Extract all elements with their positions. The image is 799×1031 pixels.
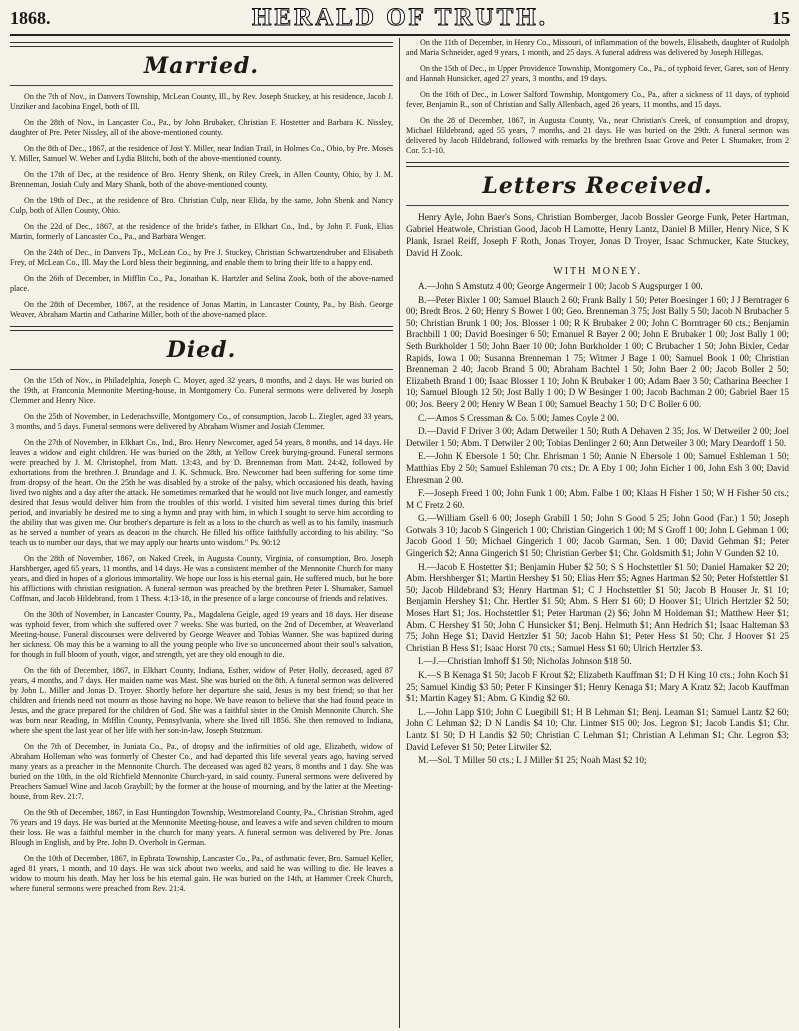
marriage-notice: On the 24th of Dec., in Danvers Tp., McLean Co., by Pre J. Stuckey, Christian Schwartzendruber and Elisabeth Frey, of McLean Co., Ill. May the Lord bless their beginning, and enable them to bring their life to a happy end. [10,248,393,267]
newspaper-title: HERALD OF TRUTH. [252,4,548,31]
marriage-notice: On the 8th of Dec., 1867, at the residence of Jost Y. Miller, near Indian Trail, in Holmes Co., Ohio, by Pre. Moses Y. Miller, Samuel W. Weber and Lydia Blitchi, both of the above-mentioned county. [10,144,393,163]
letters-received-list: Henry Ayle, John Baer's Sons, Christian Bomberger, Jacob Bossler George Funk, Peter Hartman, Gabriel Heatwole, Christian Good, Jacob H Lamotte, Henry Lantz, Daniel B Miller, Henry Nice, S K Plank, Israel Reiff, Joseph F Roth, Jonas Troyer, Jonas D Troyer, Isaac Schmucker, Kate Stuckey, David H Zook. [406,213,789,259]
marriage-notice: On the 28th of December, 1867, at the residence of Jonas Martin, in Lancaster County, Pa., by Bish. George Weaver, Abraham Martin and Catharine Miller, both of the above-named place. [10,300,393,319]
death-notice: On the 16th of Dec., in Lower Salford Township, Montgomery Co., Pa., after a sickness of 11 days, of typhoid fever, Benjamin R., son of Christian and Sally Allenbach, aged 26 years, 11 months, and 15 days. [406,90,789,109]
payment-entry: H.—Jacob E Hostetter $1; Benjamin Huber $2 50; S S Hochstettler $1 50; Daniel Hamaker $2 20; Abm. Hershberger $1; Martin Hershey $1 50; Elias Herr $5; Agnes Hartman $2 50; Peter Hofstettler $1 50; Jacob Hildebrand $3; Henry Hartman $1; C J Hochstettler $1 50; Jacob B Houser Jr. $1 10; Benjamin Hershey $1; Chr. Hertler $1 50; Abm. S Herr $1 60; D Hoover $1; Ulrich Hertzler $2 50; Moses Hart $1; Jos. Hochstettler $1; Peter Hartman (2) $6; John M Holdeman $1; Matthew Heer $1; Abm. C Hershey $1 50; John C Hunsicker $1; Benj. Helmuth $1; Ann Hedrich $1; Isaac Halteman $3 75; John Hege $1; David Hertzler $1 50; Jacob Hahn $1; Peter Hess $1 50; Chr. J Hoover $1 25 Christian B Hess $1; Isaac Horst 70 cts.; Samuel Hess $1 60; Ulrich Hertzler $3. [406,561,789,653]
death-notice: On the 28 of December, 1867, in Augusta County, Va., near Christian's Creek, of consumption and dropsy, Michael Hildebrand, aged 55 years, 7 months, and 21 days. He was buried on the 29th. A funeral sermon was delivered by Jacob Hildebrand, followed with remarks by the brethren Isaac Grove and Peter I. Shumaker, from 2 Cor. 5:1-10. [406,116,789,155]
section-rule [10,326,393,331]
payment-entry: G.—William Gsell 6 00; Joseph Grabill 1 50; John S Good 5 25; John Good (Far.) 1 50; Joseph Gotwals 3 10; Jacob S Gingerich 1 00; Christian Gingerich 1 00; M S Groff 1 00; John L Gehman 1 00; Jacob Good 1 50; Michael Gingerich 1 00; Jacob Garman, Sen. 1 00; David Gehman $1; Peter Gingerich $2; Anna Gingerich $1 50; Christian Gerber $1; Chr. Goldsmith $1; John V Gunden $2 10. [406,513,789,559]
payment-entry: D.—David F Driver 3 00; Adam Detweiler 1 50; Ruth A Dehaven 2 35; Jos. W Detweiler 2 00; Joel Detwiler 1 50; Abm. T Detwiler 2 00; Tobias Denlinger 2 60; Ann Detweiler 3 00; Mary Deardoff 1 50. [406,426,789,448]
death-notice: On the 15th of Nov., in Philadelphia, Joseph C. Moyer, aged 32 years, 8 months, and 2 days. He was buried on the 19th, at Franconia Mennonite Meeting-house, in Montgomery Co. Funeral sermons were delivered by Joseph Clemmer and Henry Nice. [10,376,393,405]
died-continued-list [406,38,789,156]
married-heading: Married. [143,53,260,79]
section-rule [10,85,393,86]
death-notice: On the 10th of December, 1867, in Ephrata Township, Lancaster Co., Pa., of asthmatic fever, Bro. Samuel Keller, aged 81 years, 1 month, and 10 days. He was sick about two weeks, and said he was willing to die. He leaves a widow to mourn his death. May her loss be his eternal gain. He was buried on the 14th, at Hammer Creek Church, where funeral sermons were preached from Rev. 21:4. [10,854,393,893]
payment-entry: I.—J.—Christian Imhoff $1 50; Nicholas Johnson $18 50. [418,656,632,667]
right-column [406,38,789,1028]
married-list [10,92,393,320]
section-rule [406,205,789,206]
marriage-notice: On the 26th of December, in Mifflin Co., Pa., Jonathan K. Hartzler and Selina Zook, both of the above-named place. [10,274,393,293]
payment-entry: B.—Peter Bixler 1 00; Samuel Blauch 2 60; Frank Bally 1 50; Peter Boesinger 1 60; J J Berntrager 6 00; Bredt Bros. 2 60; Henry S Bower 1 00; Geo. Brenneman 3 75; Jost Bally 5 50; Jacob N Brubacher 5 50; Christian Brunk 1 00; Jos. Blosser 1 00; R K Brubaker 2 00; John C Borntrager 60 cts.; Benjamin Brachbill 1 00; David Boesinger 6 50; Emanuel R Bayer 2 00; John E Brubaker 1 00; Jost Bally 1 00; Seth Burkholder 1 50; John Baer 10 00; John Burkholder 1 00; C Brubacher 1 50; John Bixler, Cedar Rapids, Iowa 1 00; Susanna Brenneman 1 75; Witmer J Bage 1 00; Samuel Book 1 00; Christian Brenneman 2 40; Jacob Brand 5 00; Abraham Bachtel 1 50; John Baer 2 00; Jacob Boller 2 50; Elizabeth Brand 1 00; Isaac Blosser 1 10; John K Brubaker 1 00; Adam Baer 3 50; Catharina Beecher 1 10; Samuel Blough 12 50; Jost Bally 1 00; D W Besinger 1 00; Jacob Bachman 2 00; Gabriel Baer 15 00; Jos. Beery 2 00; Henry W Bean 1 00; Samuel Beachy 1 50; D C Boller 6 00. [406,294,789,409]
died-heading: Died. [166,337,237,363]
left-column [10,38,393,1028]
marriage-notice: On the 19th of Dec., at the residence of Bro. Christian Culp, near Elida, by the same, John Shenk and Nancy Culp, both of Allen County, Ohio. [10,196,393,215]
section-rule [10,42,393,47]
section-rule [10,369,393,370]
death-notice: On the 28th of November, 1867, on Naked Creek, in Augusta County, Virginia, of consumption, Bro. Joseph Harshberger, aged 65 years, 11 months, and 14 days. He was a consistent member of the Mennonite Church for many years, and died in hopes of a glorious immortality. We hope our loss is his eternal gain. He suffered much, but he bore his afflictions with christian resignation. A funeral sermon was preached by the brethren Peter I. Shumaker, Samuel Coffman, and Jacob Hildebrand, from 1 Thess. 4:13-18, in the presence of a large concourse of friends and relatives. [10,554,393,603]
death-notice: On the 25th of November, in Lederachsville, Montgomery Co., of consumption, Jacob L. Ziegler, aged 33 years, 3 months, and 5 days. Funeral sermons were delivered by Abraham Wismer and Josiah Clemmer. [10,412,393,431]
death-notice: On the 7th of December, in Juniata Co., Pa., of dropsy and the infirmities of old age, Elizabeth, widow of Abraham Holleman who was formerly of Chester Co., and had departed this life several years ago, having served many years as a preacher in the Mennonite Church. The deceased was aged 82 years, 8 months and 1 day. She was buried on the 10th, in the old Richfield Mennonite Church-yard, in said county. Funeral sermons were delivered by Preachers Samuel Wine and Jacob Graybill; by the former at the house of mourning, and by the latter at the Meeting-house, from Rev. 21:7. [10,742,393,801]
letters-heading: Letters Received. [482,173,713,199]
payment-entry: F.—Joseph Freed 1 00; John Funk 1 00; Abm. Falbe 1 00; Klaas H Fisher 1 50; W H Fisher 50 cts.; M C Fretz 2 60. [406,488,789,510]
payment-entry: L.—John Lapp $10; John C Luegibill $1; H B Lehman $1; Benj. Leaman $1; Samuel Lantz $2 60; John C Lehman $2; D N Landis $4 10; Chr. Lintner $15 00; Jos. Legron $1; Jacob Landis $1; Chr. Lantz $1 50; D H Landis $2 50; Christian C Lehman $1; Christian A Lehman $1; Chr. Legron $3; David Lefever $1 50; Peter Litwiler $2. [406,706,789,752]
column-divider [399,38,400,1028]
death-notice: On the 27th of November, in Elkhart Co., Ind., Bro. Henry Newcomer, aged 54 years, 8 months, and 14 days. He leaves a widow and eight children. He was buried on the 28th, at Yellow Creek burying-ground. Funeral sermons were preached by J. M. Christophel, from Matt. 13:43, and by D. Brenneman from Matt. 24:42, followed by exhortations from the brethren J. Brundage and J. K. Schmuck. Bro. Newcomer had been suffering for some time from dropsy of the heart. On the 25th he was disabled by a stroke of the palsy, which occasioned his death, having lived two nights and a day after the attack. He sometimes remarked that he would not live much longer, and earnestly desired that Jesus would deliver him from the troubles of this world. I visited him several times during this brief period, and invariably he desired me to sing a hymn and pray with him, in which I sought to serve him according to the ability that was given me. Our brother's departure is felt as a loss to the church as well as to his family, inasmuch as he served a number of years as deacon in the church. He filled his office faithfully according to his ability. "So teach us to number our days, that we may apply our hearts unto wisdom." Ps. 90:12 [10,438,393,547]
payment-entry: E.—John K Ebersole 1 50; Chr. Ehrisman 1 50; Annie N Ebersole 1 00; Samuel Eshleman 1 50; Matthias Eby 2 50; Samuel Eshleman 70 cts.; Dr. A Eby 1 00; John Eicher 1 00, John Esh 3 00; David Ehresman 2 00. [406,451,789,485]
death-notice: On the 6th of December, 1867, in Elkhart County, Indiana, Esther, widow of Peter Holly, deceased, aged 87 years, 4 months, and 7 days. Her maiden name was Mast. She was buried on the 8th. A funeral sermon was delivered by John L. Miller and Jonas D. Troyer. Shortly before her departure she said, Jesus is my best friend; so that her children and friends need not mourn as those having no hope. We have reason to believe that she had found peace in Jesus, and the grace prepared for the children of God. She was a faithful sister in the Omish Mennonite Church. She was born near Reading, in Mifflin County, Pennsylvania, where she lived till 1856. She then removed to Indiana, where she spent the last year of her life with her son-in-law, Joseph Stutzman. [10,666,393,735]
marriage-notice: On the 28th of Nov., in Lancaster Co., Pa., by John Brubaker, Christian F. Hostetter and Barbara K. Nissley, daughter of Pre. Peter Nissley, all of the above-mentioned county. [10,118,393,137]
page-number: 15 [772,8,790,28]
payment-entry: A.—John S Amstutz 4 00; George Angermeir 1 00; Jacob S Augspurger 1 00. [418,281,703,291]
issue-year: 1868. [10,8,51,28]
death-notice: On the 15th of Dec., in Upper Providence Township, Montgomery Co., Pa., of typhoid fever, Garet, son of Henry and Hannah Hunsicker, aged 27 years, 3 months, and 19 days. [406,64,789,83]
marriage-notice: On the 7th of Nov., in Danvers Township, McLean County, Ill., by Rev. Joseph Stuckey, at his residence, Jacob J. Unziker and Jacobina Engel, both of Ill. [10,92,393,111]
died-list [10,376,393,894]
death-notice: On the 11th of December, in Henry Co., Missouri, of inflammation of the bowels, Elisabeth, daughter of Rudolph and Maria Schneider, aged 9 years, 1 month, and 25 days. A funeral address was delivered by Joseph Hillegas. [406,38,789,57]
payment-entry: C.—Amos S Cressman & Co. 5 00; James Coyle 2 00. [418,412,619,423]
death-notice: On the 9th of December, 1867, in East Huntingdon Township, Westmoreland County, Pa., Christian Strohm, aged 76 years and 19 days. He was buried at the Mennonite Meeting-house, and leaves a wife and seven children to mourn their loss. He was a faithful member in the church for many years. A funeral sermon was delivered by Pre. Jonas Blough in English, and by Pre. John D. Overholt in German. [10,808,393,847]
death-notice: On the 30th of November, in Lancaster County, Pa., Magdalena Geigle, aged 19 years and 18 days. Her disease was typhoid fever, from which she suffered over 7 weeks. She was buried, on the 2nd of December, at Weaverland Meeting-house. Funeral discourses were delivered by George Weaver and Tobias Wanner. She was baptized during her sickness. Oh may this be a warning to all the young people who live so unconcerned about their soul's salvation, for though in full bloom of youth, vigor, and strength, yet are they old enough to die. [10,610,393,659]
payment-entry: K.—S B Kenaga $1 50; Jacob F Krout $2; Elizabeth Kauffman $1; D H King 10 cts.; John Koch $1 25; Samuel Kindig $3 50; Peter F Kinsinger $1; Henry Kenaga $1; Mary A Kratz $2; Jacob Kauffman $1; Martin Kagey $1; Abm. G Kindig $2 60. [406,670,789,704]
section-rule [406,162,789,167]
marriage-notice: On the 17th of Dec, at the residence of Bro. Henry Shenk, on Riley Creek, in Allen County, Ohio, by J. M. Brenneman, Josiah Culy and Mary Shank, both of the above-mentioned county. [10,170,393,189]
with-money-heading: WITH MONEY. [553,266,642,277]
marriage-notice: On the 22d of Dec., 1867, at the residence of the bride's father, in Elkhart Co., Ind., by John F. Funk, Elias Martin, formerly of Lancaster Co., Pa., and Barbara Wenger. [10,222,393,241]
masthead [10,4,790,36]
with-money-list [406,281,789,767]
payment-entry: M.—Sol. T Miller 50 cts.; L J Miller $1 25; Noah Mast $2 10; [418,755,647,766]
